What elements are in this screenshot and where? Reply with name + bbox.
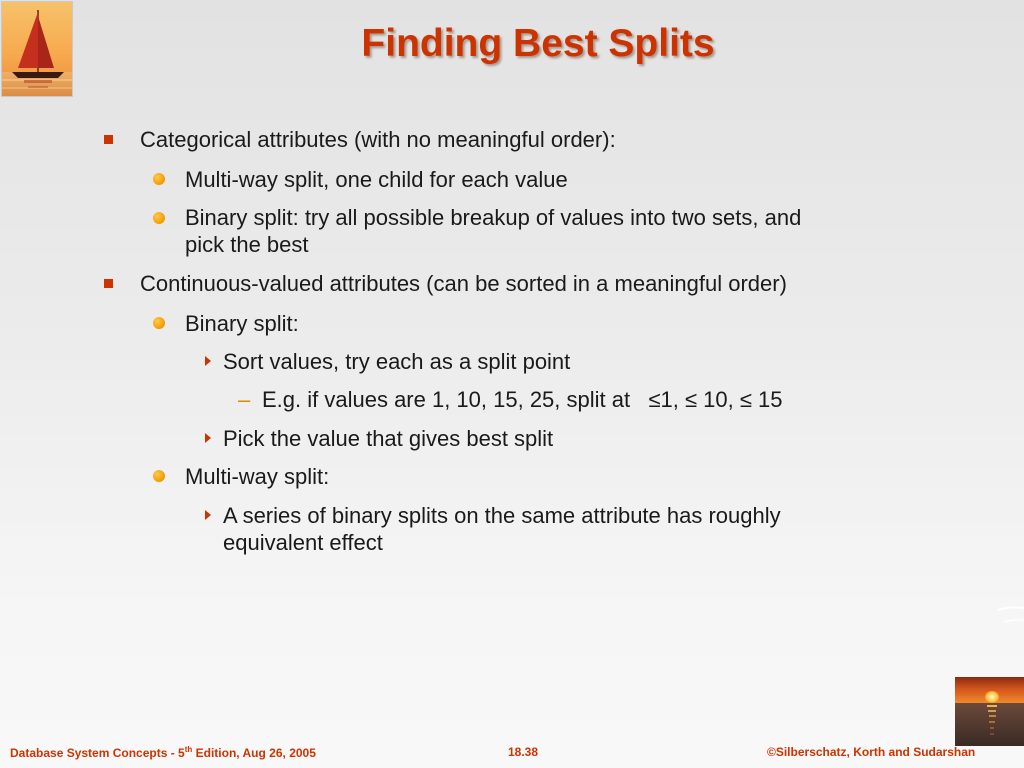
orange-dot-bullet-icon	[153, 317, 165, 329]
orange-dot-bullet-icon	[153, 173, 165, 185]
square-bullet-icon	[104, 279, 113, 288]
bullet-sort-values: Sort values, try each as a split point	[223, 349, 571, 374]
square-bullet-icon	[104, 135, 113, 144]
bullet-multiway-split: Multi-way split, one child for each value	[185, 167, 568, 192]
footer-copyright: ©Silberschatz, Korth and Sudarshan	[767, 745, 976, 759]
footer-book-title: Database System Concepts - 5	[10, 746, 185, 760]
bullet-pick-value: Pick the value that gives best split	[223, 426, 554, 451]
bullet-continuous: Continuous-valued attributes (can be sorted in a meaningful order)	[140, 271, 787, 296]
footer-edition-sup: th	[184, 745, 193, 754]
bullet-binary-split-line2: pick the best	[185, 232, 309, 257]
sunset-image	[955, 677, 1024, 746]
arrow-bullet-icon	[205, 433, 211, 443]
bullet-multiway-split-2: Multi-way split:	[185, 464, 330, 489]
page-number: 18.38	[508, 745, 539, 759]
bullet-series-line1: A series of binary splits on the same attribute has roughly	[223, 503, 781, 528]
footer-left	[10, 745, 316, 760]
bullet-binary-split-line1: Binary split: try all possible breakup of values into two sets, and	[185, 205, 802, 230]
slide-title: Finding Best Splits	[361, 22, 715, 65]
decorative-lines	[996, 600, 1024, 630]
orange-dot-bullet-icon	[153, 212, 165, 224]
footer-edition-date: Edition, Aug 26, 2005	[192, 746, 316, 760]
bullet-series-line2: equivalent effect	[223, 530, 383, 555]
bullet-categorical: Categorical attributes (with no meaningful order):	[140, 127, 616, 152]
orange-dot-bullet-icon	[153, 470, 165, 482]
bullet-binary-split: Binary split:	[185, 311, 299, 336]
bullet-example: E.g. if values are 1, 10, 15, 25, split at ≤1, ≤ 10, ≤ 15	[262, 387, 783, 412]
dash-bullet: –	[238, 387, 251, 412]
arrow-bullet-icon	[205, 510, 211, 520]
arrow-bullet-icon	[205, 356, 211, 366]
